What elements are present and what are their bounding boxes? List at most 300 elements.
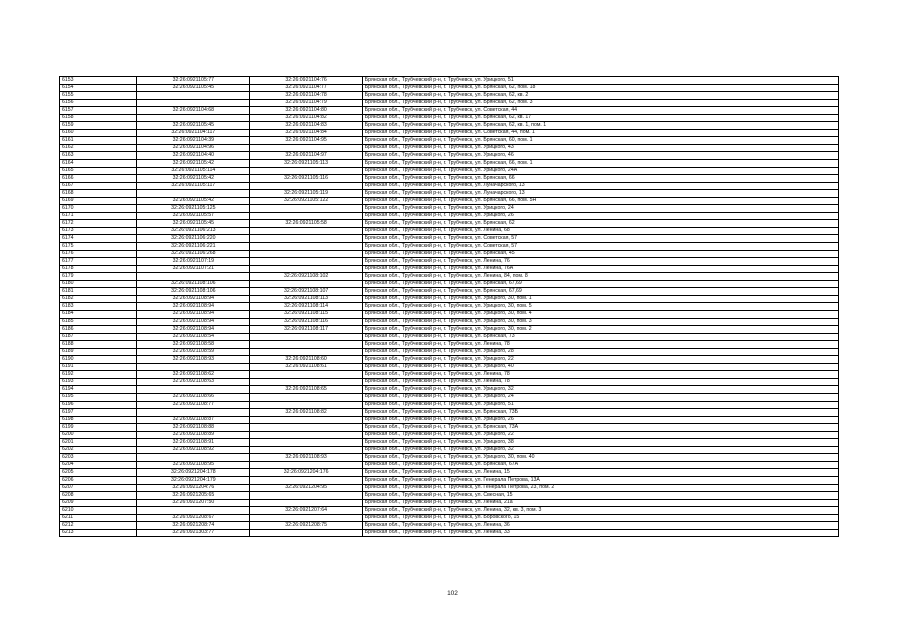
- address-cell: Брянская обл., Трубчевский р-н, г. Трубчевск, ул. Брянская, 67,69: [362, 280, 838, 288]
- table-row: [60, 250, 839, 258]
- address-cell: Брянская обл., Трубчевский р-н, г. Трубчевск, ул. Ленина, 33: [362, 529, 838, 537]
- cadastral-number-cell: 32:26:0921104:117: [137, 129, 250, 137]
- parent-cadastral-number-cell: 32:26:0921104:95: [250, 137, 362, 145]
- parent-cadastral-number-cell: [250, 378, 362, 386]
- address-cell: Брянская обл., Трубчевский р-н, г. Трубчевск, ул. Урицкого, 30, пом. 1: [362, 295, 838, 303]
- address-cell: Брянская обл., Трубчевский р-н, г. Трубчевск, ул. Урицкого, 30, пом. 3: [362, 318, 838, 326]
- table-row: [60, 99, 839, 107]
- table-row: [60, 393, 839, 401]
- row-number-cell: 6155: [60, 92, 137, 100]
- row-number-cell: 6181: [60, 288, 137, 296]
- table-row: [60, 492, 839, 500]
- address-cell: Брянская обл., Трубчевский р-н, г. Трубчевск, ул. Урицкого, 22: [362, 431, 838, 439]
- cadastral-number-cell: 32:26:0921104:96: [137, 144, 250, 152]
- row-number-cell: 6158: [60, 114, 137, 122]
- row-number-cell: 6195: [60, 393, 137, 401]
- page-number: 102: [447, 590, 458, 597]
- table-row: [60, 175, 839, 183]
- parent-cadastral-number-cell: [250, 461, 362, 469]
- cadastral-number-cell: 32:26:0921108:87: [137, 416, 250, 424]
- address-cell: Брянская обл., Трубчевский р-н, г. Трубчевск, ул. Ленина, 68: [362, 227, 838, 235]
- parent-cadastral-number-cell: [250, 243, 362, 251]
- table-row: [60, 205, 839, 213]
- cadastral-number-cell: 32:26:0921108:92: [137, 446, 250, 454]
- table-row: [60, 310, 839, 318]
- table-row: [60, 182, 839, 190]
- address-cell: Брянская обл., Трубчевский р-н, г. Трубчевск, ул. Брянская, 67А: [362, 461, 838, 469]
- parent-cadastral-number-cell: 32:26:0921104:82: [250, 114, 362, 122]
- table-row: [60, 514, 839, 522]
- parent-cadastral-number-cell: 32:26:0921105:58: [250, 220, 362, 228]
- cadastral-number-cell: 32:26:0921105:42: [137, 197, 250, 205]
- parent-cadastral-number-cell: [250, 235, 362, 243]
- parent-cadastral-number-cell: [250, 341, 362, 349]
- cadastral-number-cell: [137, 507, 250, 515]
- address-cell: Брянская обл., Трубчевский р-н, г. Трубчевск, ул. Урицкого, 46: [362, 152, 838, 160]
- address-cell: Брянская обл., Трубчевский р-н, г. Трубчевск, ул. Урицкого, 24А: [362, 167, 838, 175]
- cadastral-number-cell: 32:26:0921106:213: [137, 227, 250, 235]
- address-cell: Брянская обл., Трубчевский р-н, г. Трубчевск, ул. Урицкого, 30, пом. 5: [362, 303, 838, 311]
- parent-cadastral-number-cell: 32:26:0921104:84: [250, 129, 362, 137]
- cadastral-number-cell: 32:26:0921104:40: [137, 152, 250, 160]
- address-cell: Брянская обл., Трубчевский р-н, г. Трубчевск, ул. Брянская, 62, кв. 2: [362, 92, 838, 100]
- address-cell: Брянская обл., Трубчевский р-н, г. Трубчевск, ул. Урицкого, 22: [362, 356, 838, 364]
- address-cell: Брянская обл., Трубчевский р-н, г. Трубчевск, ул. Ленина, 32, кв. 3, пом. 3: [362, 507, 838, 515]
- parent-cadastral-number-cell: 32:26:0921108:117: [250, 326, 362, 334]
- cadastral-number-cell: 32:26:0921108:91: [137, 439, 250, 447]
- table-row: [60, 107, 839, 115]
- address-cell: Брянская обл., Трубчевский р-н, г. Трубчевск, ул. Урицкого, 28: [362, 348, 838, 356]
- cadastral-number-cell: 32:26:0921108:88: [137, 424, 250, 432]
- parent-cadastral-number-cell: [250, 499, 362, 507]
- cadastral-number-cell: [137, 363, 250, 371]
- parent-cadastral-number-cell: 32:26:0921104:78: [250, 92, 362, 100]
- cadastral-number-cell: 32:26:0921108:94: [137, 310, 250, 318]
- row-number-cell: 6174: [60, 235, 137, 243]
- parent-cadastral-number-cell: 32:26:0921108:61: [250, 363, 362, 371]
- row-number-cell: 6184: [60, 310, 137, 318]
- parent-cadastral-number-cell: [250, 371, 362, 379]
- cadastral-number-cell: 32:26:0921104:68: [137, 107, 250, 115]
- cadastral-number-cell: [137, 99, 250, 107]
- row-number-cell: 6211: [60, 514, 137, 522]
- row-number-cell: 6153: [60, 77, 137, 85]
- row-number-cell: 6203: [60, 454, 137, 462]
- parent-cadastral-number-cell: [250, 492, 362, 500]
- table-row: [60, 212, 839, 220]
- address-cell: Брянская обл., Трубчевский р-н, г. Трубчевск, ул. Брянская, 66: [362, 175, 838, 183]
- cadastral-number-cell: 32:26:0921105:42: [137, 160, 250, 168]
- table-row: [60, 190, 839, 198]
- row-number-cell: 6201: [60, 439, 137, 447]
- address-cell: Брянская обл., Трубчевский р-н, г. Трубчевск, ул. Урицкого, 26: [362, 212, 838, 220]
- address-cell: Брянская обл., Трубчевский р-н, г. Трубчевск, ул. Ленина, 78: [362, 378, 838, 386]
- table-row: [60, 137, 839, 145]
- address-cell: Брянская обл., Трубчевский р-н, г. Трубчевск, ул. Брянская, 73Б: [362, 409, 838, 417]
- row-number-cell: 6188: [60, 341, 137, 349]
- address-cell: Брянская обл., Трубчевский р-н, г. Трубчевск, ул. Брянская, 45: [362, 250, 838, 258]
- parent-cadastral-number-cell: 32:26:0921104:80: [250, 107, 362, 115]
- table-row: [60, 507, 839, 515]
- parent-cadastral-number-cell: 32:26:0921105:122: [250, 197, 362, 205]
- cadastral-number-cell: 32:26:0921108:93: [137, 356, 250, 364]
- row-number-cell: 6198: [60, 416, 137, 424]
- table-row: [60, 114, 839, 122]
- address-cell: Брянская обл., Трубчевский р-н, г. Трубчевск, ул. Урицкого, 51: [362, 77, 838, 85]
- cadastral-number-cell: 32:26:0921108:54: [137, 333, 250, 341]
- table-row: [60, 295, 839, 303]
- table-row: [60, 197, 839, 205]
- row-number-cell: 6176: [60, 250, 137, 258]
- cadastral-number-cell: 32:26:0921303:77: [137, 529, 250, 537]
- registry-table-body: [60, 77, 839, 537]
- address-cell: Брянская обл., Трубчевский р-н, г. Трубчевск, ул. Урицкого, 40: [362, 363, 838, 371]
- row-number-cell: 6202: [60, 446, 137, 454]
- row-number-cell: 6163: [60, 152, 137, 160]
- table-row: [60, 469, 839, 477]
- row-number-cell: 6194: [60, 386, 137, 394]
- parent-cadastral-number-cell: [250, 212, 362, 220]
- table-row: [60, 499, 839, 507]
- cadastral-number-cell: 32:26:0921106:220: [137, 235, 250, 243]
- row-number-cell: 6156: [60, 99, 137, 107]
- parent-cadastral-number-cell: [250, 333, 362, 341]
- table-row: [60, 152, 839, 160]
- table-row: [60, 84, 839, 92]
- table-row: [60, 439, 839, 447]
- cadastral-number-cell: 32:26:0921204:76: [137, 484, 250, 492]
- parent-cadastral-number-cell: 32:26:0921207:64: [250, 507, 362, 515]
- table-row: [60, 77, 839, 85]
- row-number-cell: 6170: [60, 205, 137, 213]
- parent-cadastral-number-cell: 32:26:0921108:107: [250, 288, 362, 296]
- table-row: [60, 333, 839, 341]
- cadastral-number-cell: 32:26:0921208:67: [137, 514, 250, 522]
- cadastral-number-cell: 32:26:0921105:114: [137, 167, 250, 175]
- cadastral-number-cell: 32:26:0921108:106: [137, 288, 250, 296]
- cadastral-number-cell: 32:26:0921108:94: [137, 318, 250, 326]
- parent-cadastral-number-cell: 32:26:0921108:102: [250, 273, 362, 281]
- table-row: [60, 416, 839, 424]
- parent-cadastral-number-cell: 32:26:0921108:65: [250, 386, 362, 394]
- parent-cadastral-number-cell: 32:26:0921108:116: [250, 318, 362, 326]
- parent-cadastral-number-cell: 32:26:0921108:115: [250, 310, 362, 318]
- parent-cadastral-number-cell: 32:26:0921104:79: [250, 99, 362, 107]
- address-cell: Брянская обл., Трубчевский р-н, г. Трубчевск, ул. Ленина, 76А: [362, 265, 838, 273]
- cadastral-number-cell: 32:26:0921108:94: [137, 295, 250, 303]
- cadastral-number-cell: 32:26:0921108:94: [137, 326, 250, 334]
- address-cell: Брянская обл., Трубчевский р-н, г. Трубчевск, ул. Советская, 44, пом. 1: [362, 129, 838, 137]
- row-number-cell: 6213: [60, 529, 137, 537]
- table-row: [60, 303, 839, 311]
- row-number-cell: 6192: [60, 371, 137, 379]
- parent-cadastral-number-cell: [250, 227, 362, 235]
- table-row: [60, 378, 839, 386]
- address-cell: Брянская обл., Трубчевский р-н, г. Трубчевск, ул. Свесная, 15: [362, 492, 838, 500]
- parent-cadastral-number-cell: [250, 182, 362, 190]
- cadastral-number-cell: 32:26:0921204:178: [137, 469, 250, 477]
- cadastral-number-cell: 32:26:0921105:45: [137, 220, 250, 228]
- row-number-cell: 6173: [60, 227, 137, 235]
- address-cell: Брянская обл., Трубчевский р-н, г. Трубчевск, ул. Ленина, 36: [362, 522, 838, 530]
- address-cell: Брянская обл., Трубчевский р-н, г. Трубчевск, ул. Боровского, 15: [362, 514, 838, 522]
- table-row: [60, 220, 839, 228]
- table-row: [60, 522, 839, 530]
- table-row: [60, 122, 839, 130]
- cadastral-number-cell: [137, 190, 250, 198]
- row-number-cell: 6196: [60, 401, 137, 409]
- row-number-cell: 6182: [60, 295, 137, 303]
- parent-cadastral-number-cell: [250, 529, 362, 537]
- row-number-cell: 6210: [60, 507, 137, 515]
- parent-cadastral-number-cell: [250, 250, 362, 258]
- row-number-cell: 6205: [60, 469, 137, 477]
- row-number-cell: 6206: [60, 476, 137, 484]
- row-number-cell: 6166: [60, 175, 137, 183]
- table-row: [60, 288, 839, 296]
- table-row: [60, 431, 839, 439]
- cadastral-number-cell: [137, 273, 250, 281]
- cadastral-number-cell: 32:26:0921105:77: [137, 77, 250, 85]
- parent-cadastral-number-cell: [250, 401, 362, 409]
- cadastral-number-cell: 32:26:0921108:58: [137, 341, 250, 349]
- cadastral-number-cell: 32:26:0921108:59: [137, 348, 250, 356]
- cadastral-number-cell: 32:26:0921108:95: [137, 461, 250, 469]
- row-number-cell: 6161: [60, 137, 137, 145]
- address-cell: Брянская обл., Трубчевский р-н, г. Трубчевск, ул. Ленина, 21а: [362, 499, 838, 507]
- parent-cadastral-number-cell: 32:26:0921108:114: [250, 303, 362, 311]
- cadastral-number-cell: [137, 386, 250, 394]
- address-cell: Брянская обл., Трубчевский р-н, г. Трубчевск, ул. Урицкого, 30, пом. 2: [362, 326, 838, 334]
- row-number-cell: 6207: [60, 484, 137, 492]
- table-row: [60, 461, 839, 469]
- row-number-cell: 6197: [60, 409, 137, 417]
- address-cell: Брянская обл., Трубчевский р-н, г. Трубчевск, ул. Ленина, 76: [362, 258, 838, 266]
- cadastral-number-cell: 32:26:0921208:74: [137, 522, 250, 530]
- address-cell: Брянская обл., Трубчевский р-н, г. Трубчевск, ул. Брянская, 60, пом. 1: [362, 137, 838, 145]
- cadastral-number-cell: [137, 409, 250, 417]
- row-number-cell: 6200: [60, 431, 137, 439]
- address-cell: Брянская обл., Трубчевский р-н, г. Трубчевск, ул. Ленина, 78: [362, 341, 838, 349]
- address-cell: Брянская обл., Трубчевский р-н, г. Трубчевск, ул. Урицкого, 51: [362, 401, 838, 409]
- address-cell: Брянская обл., Трубчевский р-н, г. Трубчевск, ул. Ленина, 78: [362, 371, 838, 379]
- row-number-cell: 6159: [60, 122, 137, 130]
- address-cell: Брянская обл., Трубчевский р-н, г. Трубчевск, ул. Урицкого, 30, пом. 40: [362, 454, 838, 462]
- parent-cadastral-number-cell: 32:26:0921204:95: [250, 484, 362, 492]
- row-number-cell: 6167: [60, 182, 137, 190]
- cadastral-number-cell: 32:26:0921108:106: [137, 280, 250, 288]
- table-row: [60, 424, 839, 432]
- table-row: [60, 235, 839, 243]
- parent-cadastral-number-cell: [250, 424, 362, 432]
- row-number-cell: 6209: [60, 499, 137, 507]
- table-row: [60, 401, 839, 409]
- address-cell: Брянская обл., Трубчевский р-н, г. Трубчевск, ул. Генерала Петрова, 13А: [362, 476, 838, 484]
- address-cell: Брянская обл., Трубчевский р-н, г. Трубчевск, ул. Брянская, 62, пом. 18: [362, 84, 838, 92]
- address-cell: Брянская обл., Трубчевский р-н, г. Трубчевск, ул. Советская, 44: [362, 107, 838, 115]
- table-row: [60, 484, 839, 492]
- parent-cadastral-number-cell: 32:26:0921104:76: [250, 77, 362, 85]
- row-number-cell: 6157: [60, 107, 137, 115]
- cadastral-number-cell: 32:26:0921105:117: [137, 182, 250, 190]
- address-cell: Брянская обл., Трубчевский р-н, г. Трубчевск, ул. Урицкого, 32: [362, 386, 838, 394]
- cadastral-number-cell: 32:26:0921107:21: [137, 265, 250, 273]
- parent-cadastral-number-cell: [250, 416, 362, 424]
- address-cell: Брянская обл., Трубчевский р-н, г. Трубчевск, ул. Брянская, 67,69: [362, 288, 838, 296]
- row-number-cell: 6193: [60, 378, 137, 386]
- table-row: [60, 144, 839, 152]
- table-row: [60, 348, 839, 356]
- row-number-cell: 6154: [60, 84, 137, 92]
- parent-cadastral-number-cell: [250, 205, 362, 213]
- parent-cadastral-number-cell: [250, 265, 362, 273]
- cadastral-number-cell: 32:26:0921205:65: [137, 492, 250, 500]
- table-row: [60, 356, 839, 364]
- table-row: [60, 167, 839, 175]
- parent-cadastral-number-cell: 32:26:0921108:60: [250, 356, 362, 364]
- table-row: [60, 446, 839, 454]
- cadastral-number-cell: 32:26:0921108:63: [137, 378, 250, 386]
- table-row: [60, 386, 839, 394]
- row-number-cell: 6212: [60, 522, 137, 530]
- cadastral-number-cell: 32:26:0921108:89: [137, 431, 250, 439]
- row-number-cell: 6208: [60, 492, 137, 500]
- cadastral-number-cell: 32:26:0921108:94: [137, 303, 250, 311]
- cadastral-number-cell: 32:26:0921105:45: [137, 84, 250, 92]
- row-number-cell: 6189: [60, 348, 137, 356]
- cadastral-number-cell: 32:26:0921104:39: [137, 137, 250, 145]
- address-cell: Брянская обл., Трубчевский р-н, г. Трубчевск, ул. Урицкого, 24: [362, 393, 838, 401]
- row-number-cell: 6180: [60, 280, 137, 288]
- parent-cadastral-number-cell: [250, 393, 362, 401]
- address-cell: Брянская обл., Трубчевский р-н, г. Трубчевск, ул. Советская, 57: [362, 243, 838, 251]
- table-row: [60, 454, 839, 462]
- row-number-cell: 6179: [60, 273, 137, 281]
- cadastral-number-cell: 32:26:0921108:77: [137, 401, 250, 409]
- cadastral-number-cell: 32:26:0921105:125: [137, 205, 250, 213]
- row-number-cell: 6168: [60, 190, 137, 198]
- address-cell: Брянская обл., Трубчевский р-н, г. Трубчевск, ул. Ленина, 84, пом. 8: [362, 273, 838, 281]
- address-cell: Брянская обл., Трубчевский р-н, г. Трубчевск, ул. Брянская, 66, пом. 5Н: [362, 197, 838, 205]
- table-row: [60, 371, 839, 379]
- parent-cadastral-number-cell: [250, 280, 362, 288]
- cadastral-number-cell: 32:26:0921204:179: [137, 476, 250, 484]
- row-number-cell: 6172: [60, 220, 137, 228]
- table-row: [60, 280, 839, 288]
- address-cell: Брянская обл., Трубчевский р-н, г. Трубчевск, ул. Луначарского, 13: [362, 190, 838, 198]
- row-number-cell: 6204: [60, 461, 137, 469]
- parent-cadastral-number-cell: [250, 446, 362, 454]
- address-cell: Брянская обл., Трубчевский р-н, г. Трубчевск, ул. Урицкого, 26: [362, 416, 838, 424]
- cadastral-number-cell: 32:26:0921105:57: [137, 212, 250, 220]
- cadastral-number-cell: 32:26:0921105:45: [137, 122, 250, 130]
- table-row: [60, 529, 839, 537]
- row-number-cell: 6199: [60, 424, 137, 432]
- parent-cadastral-number-cell: 32:26:0921105:113: [250, 160, 362, 168]
- row-number-cell: 6169: [60, 197, 137, 205]
- address-cell: Брянская обл., Трубчевский р-н, г. Трубчевск, ул. Урицкого, 30, пом. 4: [362, 310, 838, 318]
- address-cell: Брянская обл., Трубчевский р-н, г. Трубчевск, ул. Брянская, 66, пом. 1: [362, 160, 838, 168]
- address-cell: Брянская обл., Трубчевский р-н, г. Трубчевск, ул. Брянская, 62, пом. 3: [362, 99, 838, 107]
- row-number-cell: 6165: [60, 167, 137, 175]
- table-row: [60, 363, 839, 371]
- table-row: [60, 92, 839, 100]
- parent-cadastral-number-cell: [250, 431, 362, 439]
- cadastral-number-cell: [137, 454, 250, 462]
- cadastral-number-cell: 32:26:0921207:50: [137, 499, 250, 507]
- row-number-cell: 6162: [60, 144, 137, 152]
- row-number-cell: 6183: [60, 303, 137, 311]
- row-number-cell: 6160: [60, 129, 137, 137]
- address-cell: Брянская обл., Трубчевский р-н, г. Трубчевск, ул. Урицкого, 43: [362, 144, 838, 152]
- table-row: [60, 341, 839, 349]
- table-row: [60, 476, 839, 484]
- address-cell: Брянская обл., Трубчевский р-н, г. Трубчевск, ул. Советская, 57: [362, 235, 838, 243]
- parent-cadastral-number-cell: [250, 514, 362, 522]
- cadastral-number-cell: 32:26:0921106:268: [137, 250, 250, 258]
- address-cell: Брянская обл., Трубчевский р-н, г. Трубчевск, ул. Урицкого, 38: [362, 439, 838, 447]
- parent-cadastral-number-cell: [250, 144, 362, 152]
- parent-cadastral-number-cell: 32:26:0921104:83: [250, 122, 362, 130]
- row-number-cell: 6187: [60, 333, 137, 341]
- address-cell: Брянская обл., Трубчевский р-н, г. Трубчевск, ул. Брянская, 62: [362, 220, 838, 228]
- address-cell: Брянская обл., Трубчевский р-н, г. Трубчевск, ул. Брянская, 73А: [362, 424, 838, 432]
- parent-cadastral-number-cell: [250, 476, 362, 484]
- table-row: [60, 326, 839, 334]
- property-registry-table: [59, 76, 839, 537]
- parent-cadastral-number-cell: 32:26:0921108:93: [250, 454, 362, 462]
- row-number-cell: 6190: [60, 356, 137, 364]
- address-cell: Брянская обл., Трубчевский р-н, г. Трубчевск, ул. Урицкого, 24: [362, 205, 838, 213]
- cadastral-number-cell: [137, 92, 250, 100]
- cadastral-number-cell: 32:26:0921107:19: [137, 258, 250, 266]
- parent-cadastral-number-cell: 32:26:0921108:82: [250, 409, 362, 417]
- table-row: [60, 258, 839, 266]
- parent-cadastral-number-cell: 32:26:0921105:116: [250, 175, 362, 183]
- cadastral-number-cell: [137, 114, 250, 122]
- table-row: [60, 129, 839, 137]
- parent-cadastral-number-cell: 32:26:0921105:119: [250, 190, 362, 198]
- address-cell: Брянская обл., Трубчевский р-н, г. Трубчевск, ул. Урицкого, 32: [362, 446, 838, 454]
- address-cell: Брянская обл., Трубчевский р-н, г. Трубчевск, ул. Луначарского, 13: [362, 182, 838, 190]
- address-cell: Брянская обл., Трубчевский р-н, г. Трубчевск, ул. Брянская, 73: [362, 333, 838, 341]
- cadastral-number-cell: 32:26:0921108:62: [137, 371, 250, 379]
- row-number-cell: 6191: [60, 363, 137, 371]
- table-row: [60, 265, 839, 273]
- row-number-cell: 6178: [60, 265, 137, 273]
- table-row: [60, 243, 839, 251]
- row-number-cell: 6186: [60, 326, 137, 334]
- cadastral-number-cell: 32:26:0921108:66: [137, 393, 250, 401]
- row-number-cell: 6185: [60, 318, 137, 326]
- address-cell: Брянская обл., Трубчевский р-н, г. Трубчевск, ул. Брянская, 62, кв. 17: [362, 114, 838, 122]
- row-number-cell: 6171: [60, 212, 137, 220]
- table-row: [60, 318, 839, 326]
- parent-cadastral-number-cell: 32:26:0921108:113: [250, 295, 362, 303]
- table-row: [60, 409, 839, 417]
- cadastral-number-cell: 32:26:0921106:221: [137, 243, 250, 251]
- address-cell: Брянская обл., Трубчевский р-н, г. Трубчевск, ул. Ленина, 15: [362, 469, 838, 477]
- parent-cadastral-number-cell: 32:26:0921104:77: [250, 84, 362, 92]
- table-row: [60, 273, 839, 281]
- table-row: [60, 160, 839, 168]
- parent-cadastral-number-cell: [250, 258, 362, 266]
- parent-cadastral-number-cell: [250, 439, 362, 447]
- table-row: [60, 227, 839, 235]
- parent-cadastral-number-cell: [250, 167, 362, 175]
- cadastral-number-cell: 32:26:0921105:42: [137, 175, 250, 183]
- parent-cadastral-number-cell: 32:26:0921204:176: [250, 469, 362, 477]
